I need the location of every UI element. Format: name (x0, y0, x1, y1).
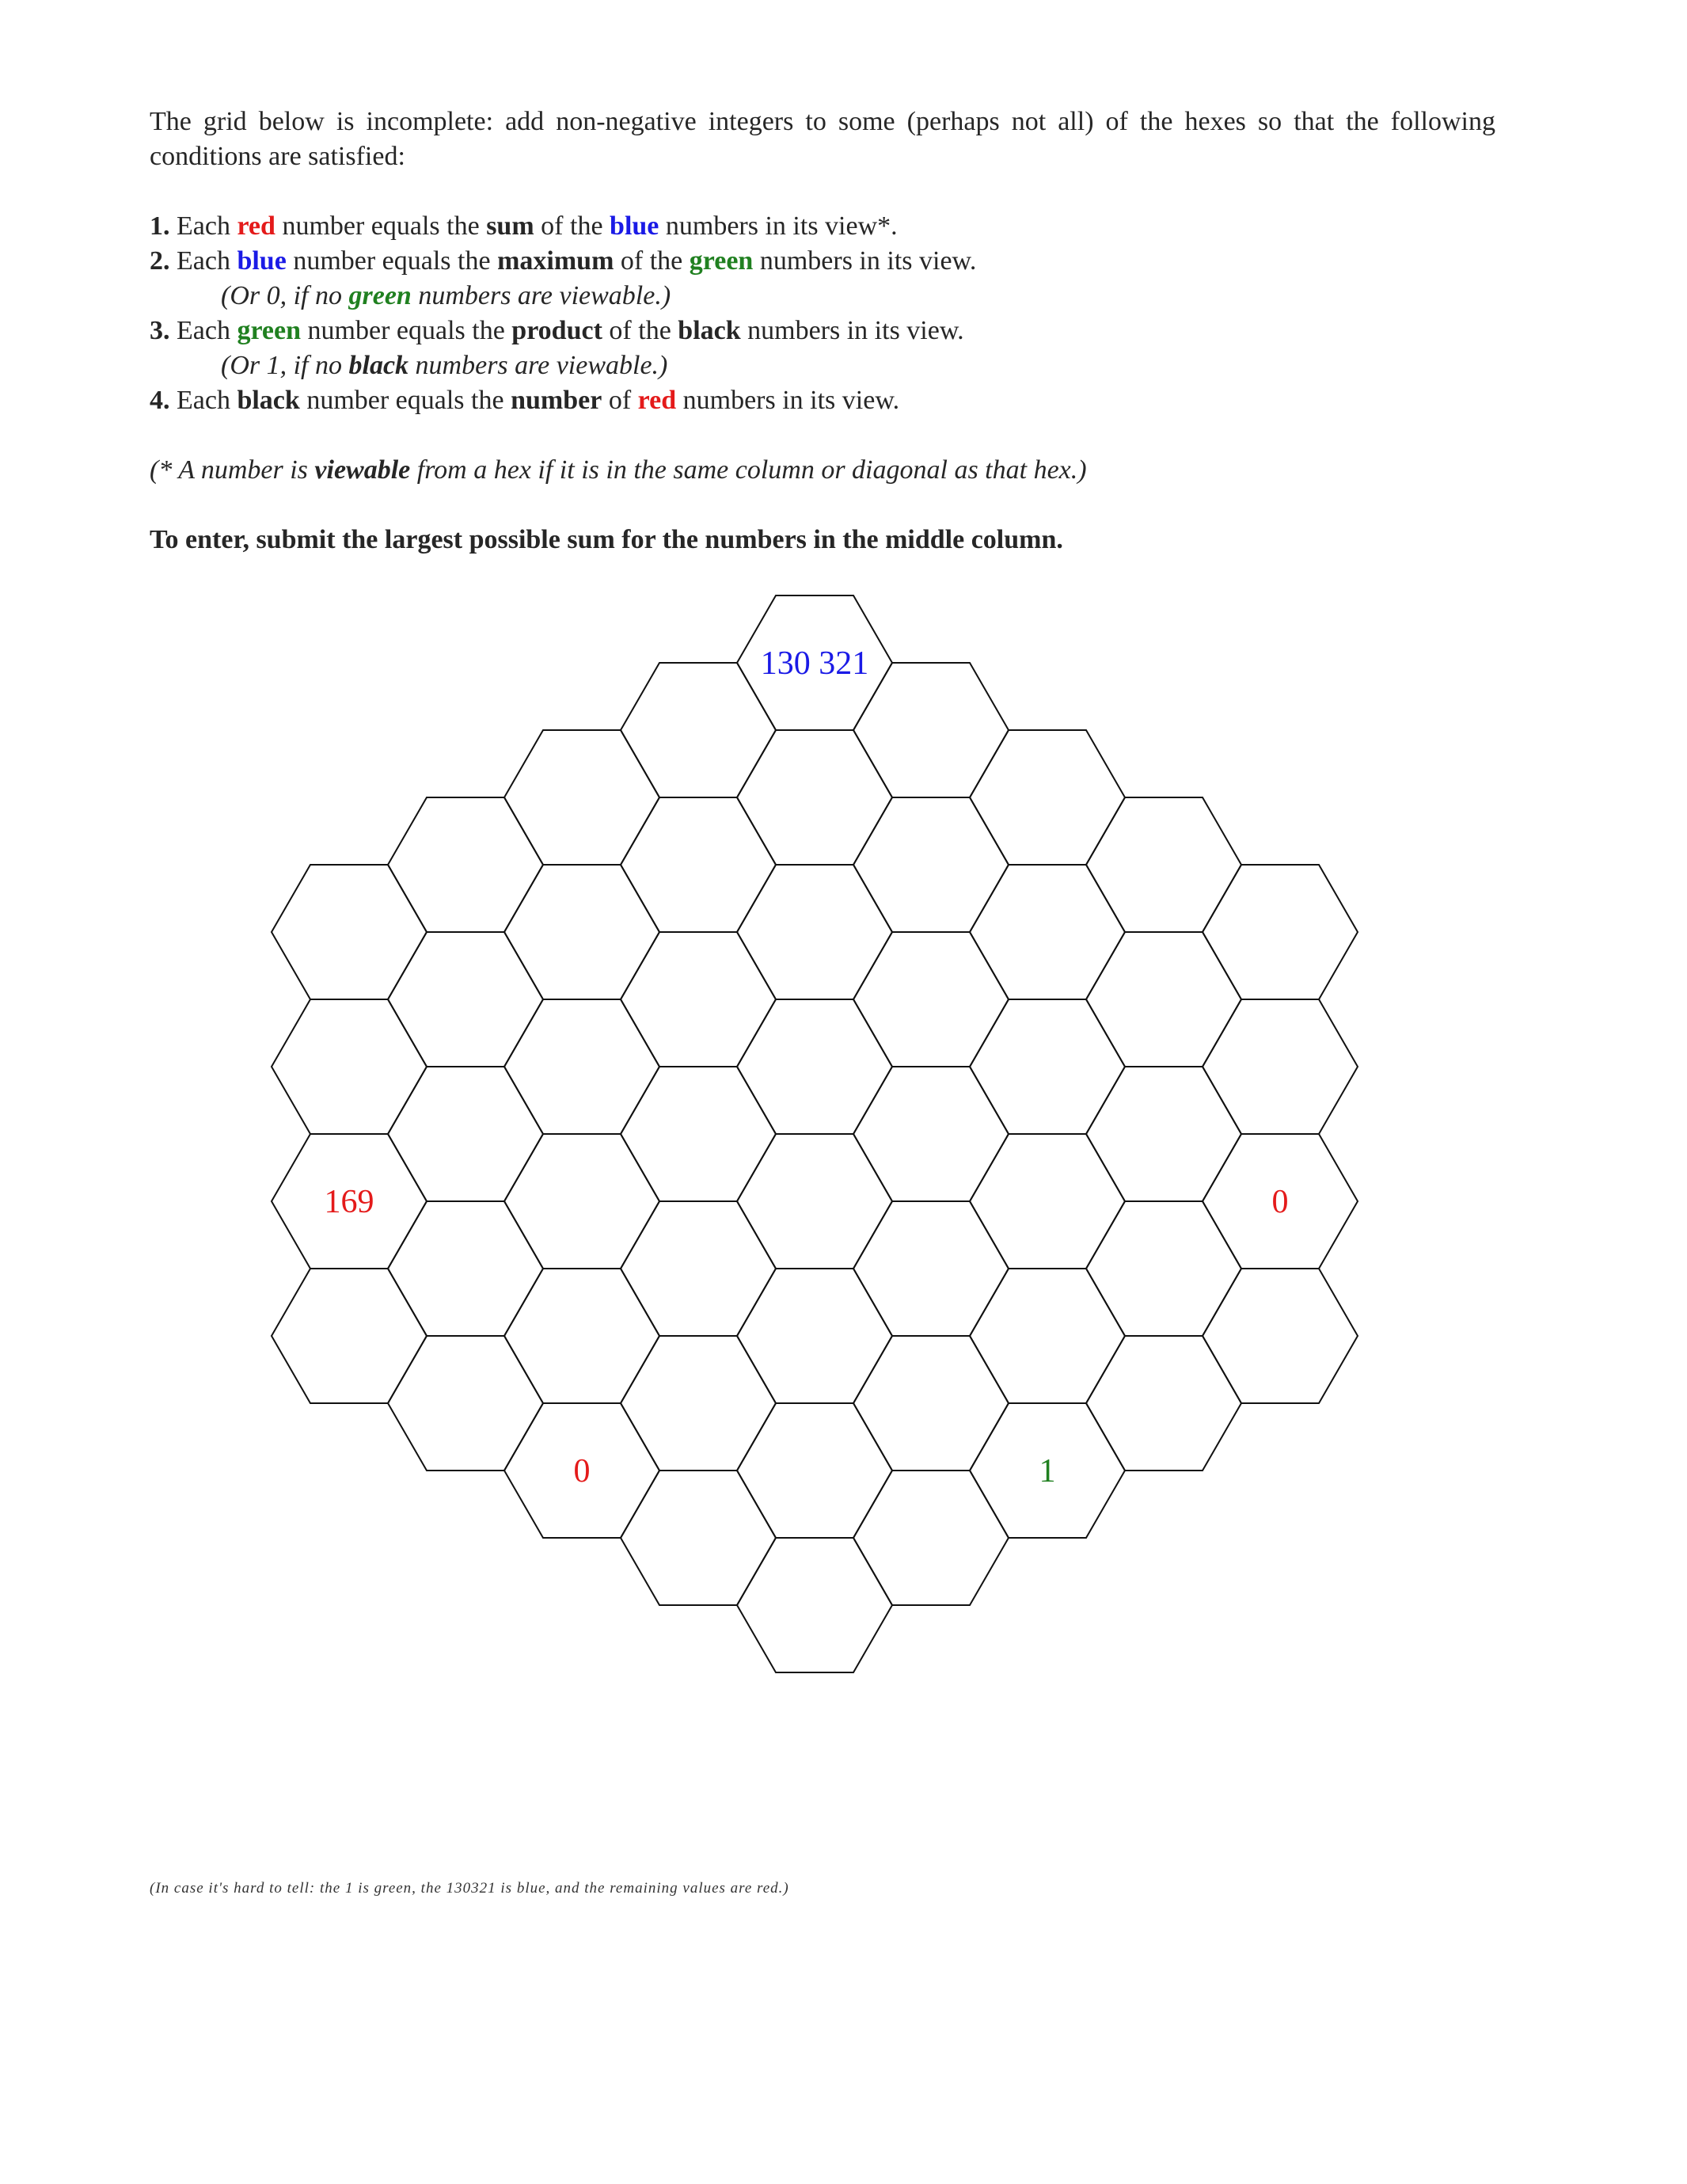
hex-cell-c8-r0 (1203, 865, 1358, 999)
viewable-note: (* A number is viewable from a hex if it is in the same column or diagonal as that hex.) (150, 455, 1087, 485)
hex-cell-c1-r3 (388, 1201, 543, 1336)
hex-cell-c2-r1 (504, 865, 659, 999)
hex-cell-c3-r0 (621, 663, 776, 797)
hex-cell-c5-r0 (853, 663, 1009, 797)
hex-cell-c3-r4 (621, 1201, 776, 1336)
hex-cell-c3-r6 (621, 1471, 776, 1605)
rule-3: 3. Each green number equals the product of the black numbers in its view. (150, 316, 964, 345)
hex-cell-c2-r2 (504, 999, 659, 1134)
hex-cell-c4-r3 (737, 999, 892, 1134)
rule-4: 4. Each black number equals the number of red numbers in its view. (150, 386, 900, 415)
hex-cell-c7-r2 (1086, 1067, 1241, 1201)
hex-cell-c2-r4 (504, 1269, 659, 1403)
hex-cell-c3-r1 (621, 797, 776, 932)
hex-cell-c5-r1 (853, 797, 1009, 932)
hex-cell-c0-r3 (272, 1269, 427, 1403)
hex-cell-c8-r3 (1203, 1269, 1358, 1403)
hex-cell-c2-r0 (504, 730, 659, 865)
hex-cell-c4-r1 (737, 730, 892, 865)
hex-cell-c6-r3 (970, 1134, 1125, 1269)
rule-2-note: (Or 0, if no green numbers are viewable.) (221, 281, 671, 310)
hex-cell-c7-r1 (1086, 932, 1241, 1067)
hex-cell-c5-r6 (853, 1471, 1009, 1605)
hex-cell-c1-r2 (388, 1067, 543, 1201)
rule-3-note: (Or 1, if no black numbers are viewable.) (221, 351, 668, 380)
hex-cell-c6-r1 (970, 865, 1125, 999)
color-footnote: (In case it's hard to tell: the 1 is green, the 130321 is blue, and the remaining values are red.) (150, 1880, 789, 1897)
hex-cell-c6-r2 (970, 999, 1125, 1134)
intro-paragraph: The grid below is incomplete: add non-negative integers to some (perhaps not all) of the hexes so that the following conditions are satisfied: (150, 107, 1495, 171)
hex-cell-c0-r0 (272, 865, 427, 999)
hex-cell-c5-r5 (853, 1336, 1009, 1471)
hex-cell-c6-r4 (970, 1269, 1125, 1403)
hex-cell-c1-r1 (388, 932, 543, 1067)
hex-cell-c4-r7 (737, 1538, 892, 1672)
hex-cell-c3-r5 (621, 1336, 776, 1471)
entry-instruction: To enter, submit the largest possible sum for the numbers in the middle column. (150, 525, 1063, 554)
hex-cell-c8-r1 (1203, 999, 1358, 1134)
hex-cell-c0-r1 (272, 999, 427, 1134)
hex-cell-c2-r3 (504, 1134, 659, 1269)
hex-clue-value: 0 (573, 1453, 591, 1490)
hex-cell-c7-r4 (1086, 1336, 1241, 1471)
hex-clue-value: 1 (1039, 1453, 1056, 1490)
hex-cell-c3-r3 (621, 1067, 776, 1201)
hex-cell-c5-r4 (853, 1201, 1009, 1336)
hex-cell-c4-r6 (737, 1403, 892, 1538)
hex-cell-c3-r2 (621, 932, 776, 1067)
hex-cell-c7-r3 (1086, 1201, 1241, 1336)
hex-cell-c5-r2 (853, 932, 1009, 1067)
hex-cell-c6-r0 (970, 730, 1125, 865)
rule-2: 2. Each blue number equals the maximum of the green numbers in its view. (150, 246, 977, 276)
hex-clue-value: 169 (324, 1184, 374, 1220)
rule-1: 1. Each red number equals the sum of the blue numbers in its view*. (150, 211, 898, 241)
hex-cell-c4-r2 (737, 865, 892, 999)
hex-cell-c4-r4 (737, 1134, 892, 1269)
hex-cell-c7-r0 (1086, 797, 1241, 932)
hex-cell-c5-r3 (853, 1067, 1009, 1201)
hex-cell-c4-r5 (737, 1269, 892, 1403)
hex-cell-c1-r4 (388, 1336, 543, 1471)
hex-clue-value: 130 321 (760, 645, 869, 682)
hex-cell-c1-r0 (388, 797, 543, 932)
hex-clue-value: 0 (1271, 1184, 1289, 1220)
